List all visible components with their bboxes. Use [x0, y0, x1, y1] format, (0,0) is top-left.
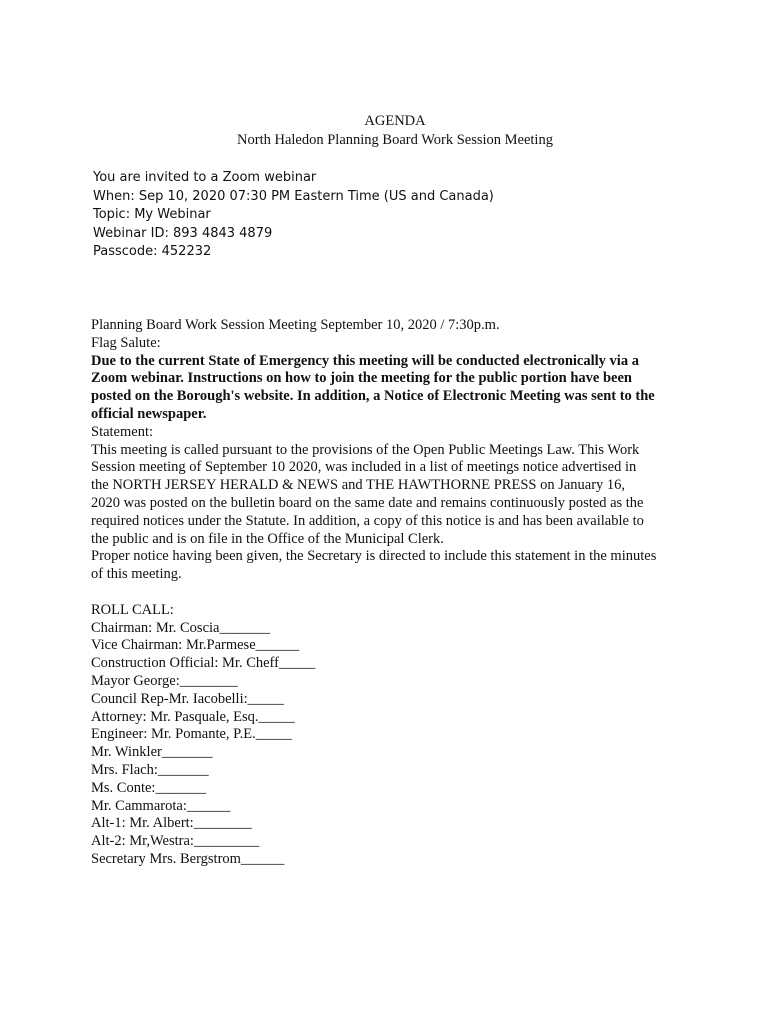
roll-call-member: Alt-1: Mr. Albert:________: [91, 815, 252, 832]
roll-call-member: Council Rep-Mr. Iacobelli:_____: [91, 690, 284, 707]
zoom-invite-block: [93, 169, 494, 262]
statement-line: Session meeting of September 10 2020, was included in a list of meetings notice advertised in: [91, 459, 637, 476]
roll-call-member: Mr. Winkler_______: [91, 744, 213, 761]
agenda-subtitle: North Haledon Planning Board Work Session Meeting: [237, 132, 553, 148]
roll-call-member: Chairman: Mr. Coscia_______: [91, 619, 271, 636]
meeting-heading: Planning Board Work Session Meeting September 10, 2020 / 7:30p.m.: [91, 317, 500, 333]
statement-line: of this meeting.: [91, 566, 182, 583]
roll-call-member: Ms. Conte:_______: [91, 779, 207, 796]
roll-call-member: Secretary Mrs. Bergstrom______: [91, 850, 285, 867]
roll-call-member: Engineer: Mr. Pomante, P.E._____: [91, 726, 292, 743]
emergency-notice-line: Due to the current State of Emergency this meeting will be conducted electronically via a: [91, 352, 639, 369]
roll-call-member: Construction Official: Mr. Cheff_____: [91, 655, 316, 672]
zoom-invite-line: You are invited to a Zoom webinar: [93, 170, 317, 185]
section-spacer: [91, 584, 691, 602]
emergency-notice-line: official newspaper.: [91, 405, 207, 422]
roll-call-label: ROLL CALL:: [91, 601, 174, 618]
zoom-topic-line: Topic: My Webinar: [93, 207, 211, 222]
zoom-when-line: When: Sep 10, 2020 07:30 PM Eastern Time (US and Canada): [93, 188, 494, 204]
statement-line: required notices under the Statute. In addition, a copy of this notice is and has been available to: [91, 512, 644, 529]
roll-call-member: Attorney: Mr. Pasquale, Esq._____: [91, 708, 295, 725]
statement-line: Proper notice having been given, the Secretary is directed to include this statement in the minutes: [91, 548, 657, 565]
roll-call-member: Vice Chairman: Mr.Parmese______: [91, 637, 300, 654]
statement-line: the public and is on file in the Office of the Municipal Clerk.: [91, 530, 444, 547]
roll-call-member: Mayor George:________: [91, 672, 238, 689]
agenda-title: AGENDA: [364, 113, 426, 129]
roll-call-member: Mr. Cammarota:______: [91, 797, 231, 814]
emergency-notice-line: Zoom webinar. Instructions on how to join the meeting for the public portion have been: [91, 370, 632, 387]
zoom-passcode-line: Passcode: 452232: [93, 244, 212, 259]
zoom-webinar-id-line: Webinar ID: 893 4843 4879: [93, 225, 273, 241]
roll-call-member: Alt-2: Mr,Westra:_________: [91, 833, 260, 850]
statement-label: Statement:: [91, 423, 154, 440]
statement-line: 2020 was posted on the bulletin board on the same date and remains continuously posted as the: [91, 494, 644, 511]
roll-call-member: Mrs. Flach:_______: [91, 761, 209, 778]
agenda-header: [0, 112, 770, 150]
flag-salute-label: Flag Salute:: [91, 334, 161, 351]
statement-line: This meeting is called pursuant to the provisions of the Open Public Meetings Law. This Work: [91, 441, 640, 458]
emergency-notice-line: posted on the Borough's website. In addition, a Notice of Electronic Meeting was sent to the: [91, 388, 655, 405]
meeting-body: [91, 317, 691, 869]
statement-line: the NORTH JERSEY HERALD & NEWS and THE HAWTHORNE PRESS on January 16,: [91, 477, 626, 494]
